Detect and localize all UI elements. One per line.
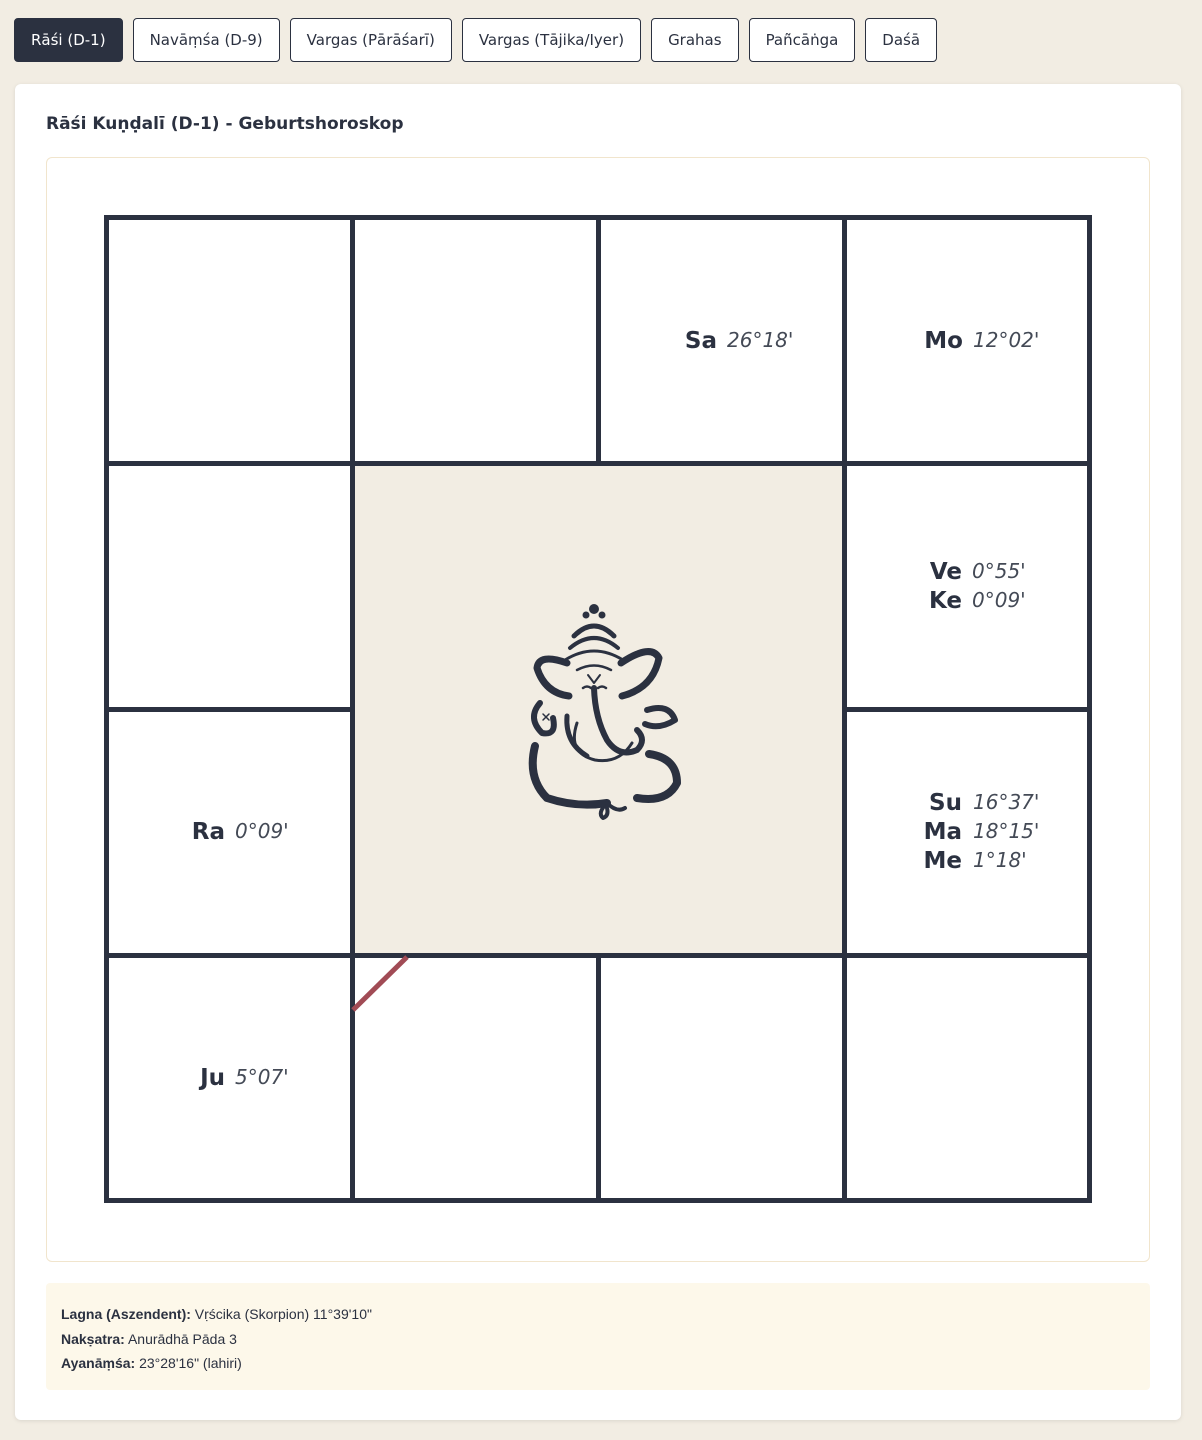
graha-mo-degree: 12°02': [973, 328, 1040, 352]
chart-box: [46, 157, 1150, 1262]
tab-grahas[interactable]: Grahas: [651, 18, 739, 62]
graha-ve-name: Ve: [929, 559, 962, 585]
house-venus-ketu: [929, 559, 1026, 614]
tab-pancanga[interactable]: Pañcāṅga: [749, 18, 856, 62]
graha-sa-name: Sa: [684, 328, 717, 354]
house-saturn: [685, 328, 794, 354]
info-lagna: [61, 1302, 1135, 1327]
tab-rasi[interactable]: Rāśi (D-1): [14, 18, 123, 62]
info-ayanamsa-label: Ayanāṃśa:: [61, 1355, 136, 1371]
info-nakshatra: [61, 1327, 1135, 1352]
house-jupiter: [198, 1065, 289, 1091]
graha-ke-name: Ke: [928, 588, 962, 614]
graha-me-degree: 1°18': [973, 848, 1027, 872]
graha-ve-degree: 0°55': [972, 559, 1026, 583]
info-nakshatra-label: Nakṣatra:: [61, 1330, 125, 1347]
info-lagna-value: Vṛścika (Skorpion) 11°39'10": [190, 1306, 372, 1322]
graha-ra-degree: 0°09': [235, 819, 289, 843]
graha-ra-name: Ra: [191, 819, 225, 845]
chart-info: [46, 1283, 1150, 1390]
info-lagna-label: Lagna (Aszendent):: [61, 1306, 191, 1322]
lagna-marker: [353, 957, 407, 1010]
tab-dasa[interactable]: Daśā: [865, 18, 937, 62]
graha-su-degree: 16°37': [973, 790, 1040, 814]
graha-ju-degree: 5°07': [235, 1065, 289, 1089]
house-rahu: [192, 819, 289, 845]
info-ayanamsa-value: 23°28'16" (lahiri): [135, 1355, 242, 1371]
chart-card: [15, 84, 1181, 1420]
rasi-chart: [47, 158, 1149, 1261]
graha-su-name: Su: [929, 790, 962, 816]
graha-mo-name: Mo: [924, 328, 963, 354]
graha-ma-name: Ma: [923, 819, 962, 845]
house-sun-mars-mercury: [924, 790, 1040, 874]
card-title: Rāśi Kuṇḍalī (D-1) - Geburtshoroskop: [46, 114, 404, 134]
tab-navamsa[interactable]: Navāṃśa (D-9): [133, 18, 280, 62]
tab-vargas-parasari[interactable]: Vargas (Pārāśarī): [290, 18, 452, 62]
info-nakshatra-value: Anurādhā Pāda 3: [124, 1330, 237, 1347]
info-ayanamsa: [61, 1351, 1135, 1376]
graha-sa-degree: 26°18': [727, 328, 794, 352]
graha-me-name: Me: [923, 848, 962, 874]
chart-tabs: [14, 18, 937, 62]
graha-ke-degree: 0°09': [972, 588, 1026, 612]
house-moon: [924, 328, 1039, 354]
graha-ma-degree: 18°15': [973, 819, 1040, 843]
tab-vargas-tajika[interactable]: Vargas (Tājika/Iyer): [462, 18, 641, 62]
graha-ju-name: Ju: [200, 1065, 225, 1091]
